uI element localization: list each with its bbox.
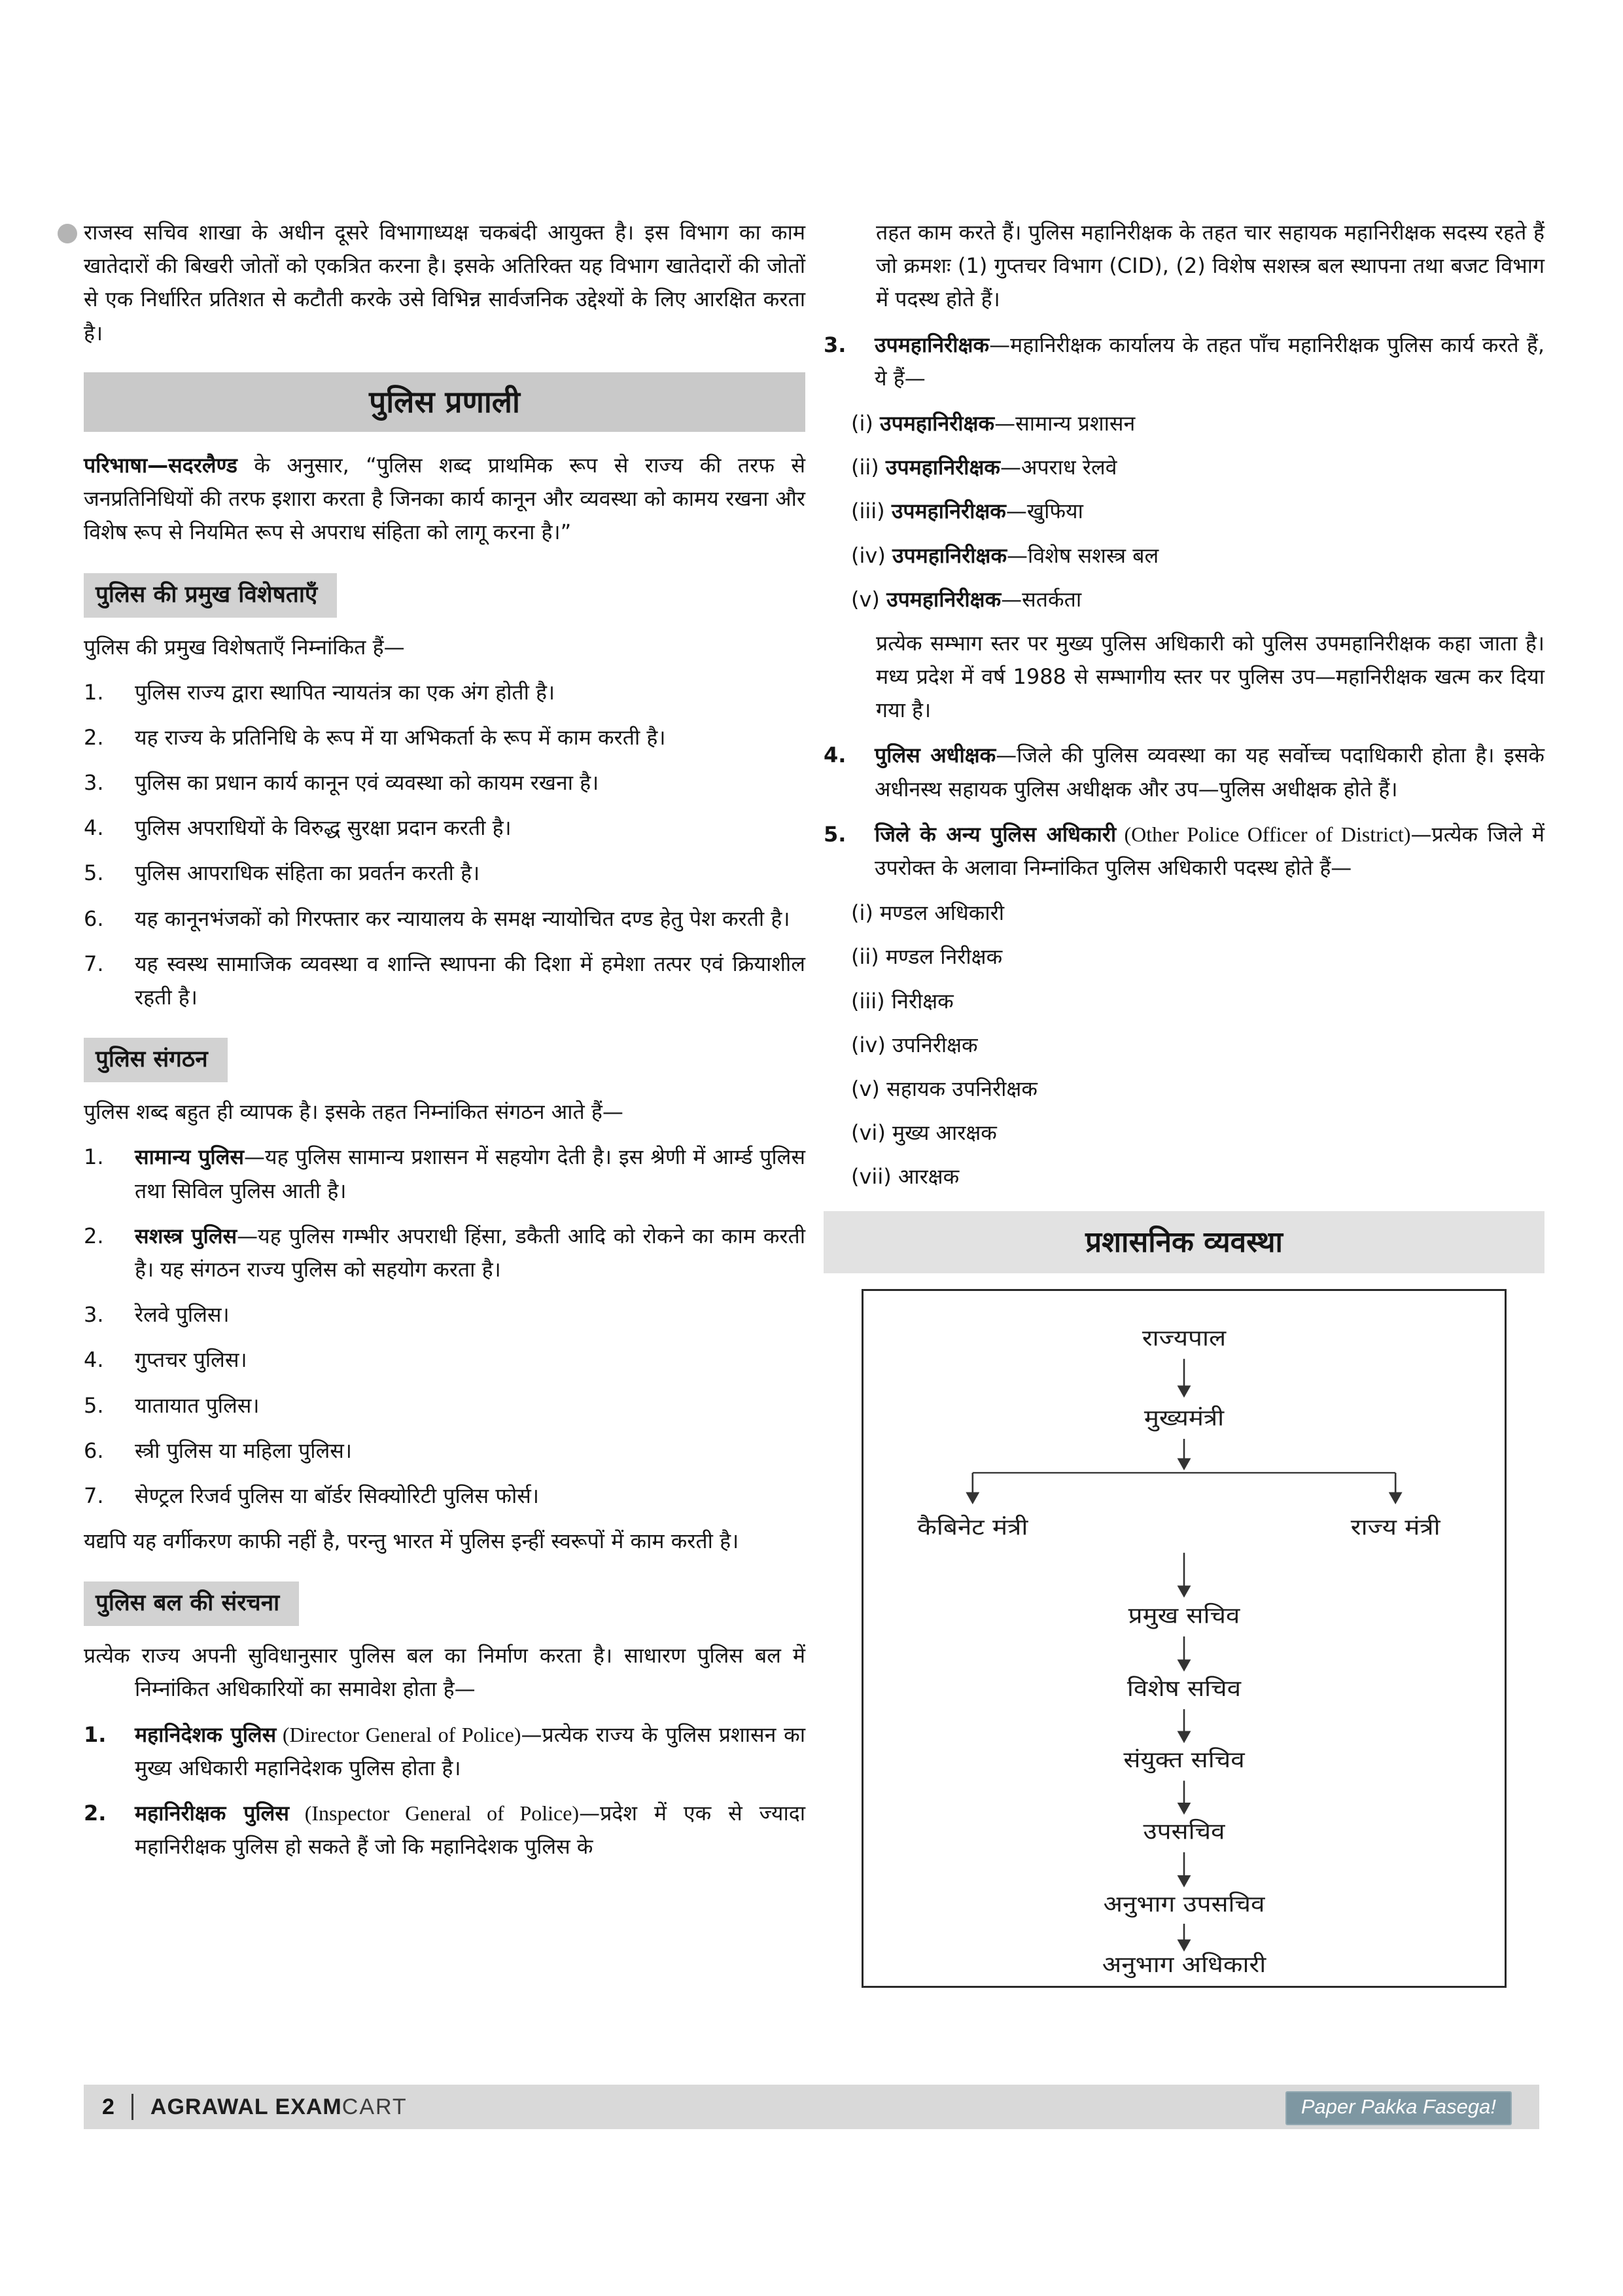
- list-item: 2. महानिरीक्षक पुलिस (Inspector General of Police)—प्रदेश में एक से ज्यादा महानिरीक्षक पुलिस हो सकते हैं जो कि महानिदेशक पुलिस के: [84, 1801, 806, 1860]
- bullet-icon: [58, 224, 77, 243]
- list-item: 5. पुलिस आपराधिक संहिता का प्रवर्तन करती है।: [84, 860, 480, 886]
- node-principal-secretary: प्रमुख सचिव: [1128, 1602, 1240, 1629]
- slogan-badge: Paper Pakka Fasega!: [1285, 2091, 1512, 2125]
- list-item: 1. महानिदेशक पुलिस (Director General of Police)—प्रत्येक राज्य के पुलिस प्रशासन का मुख्य अधिकारी महानिदेशक पुलिस होता है।: [84, 1722, 806, 1780]
- org-intro: पुलिस शब्द बहुत ही व्यापक है। इसके तहत निम्नांकित संगठन आते हैं—: [84, 1099, 623, 1125]
- node-joint-secretary: संयुक्त सचिव: [1123, 1746, 1245, 1773]
- node-chief-minister: मुख्यमंत्री: [1143, 1404, 1225, 1431]
- subheader-police-features: पुलिस की प्रमुख विशेषताएँ: [84, 573, 337, 618]
- list-item: 3. पुलिस का प्रधान कार्य कानून एवं व्यवस्था को कायम रखना है।: [84, 770, 599, 796]
- district-officer-item: (vi) मुख्य आरक्षक: [851, 1120, 997, 1146]
- footer-divider: [131, 2094, 133, 2120]
- node-state-minister: राज्य मंत्री: [1350, 1513, 1440, 1540]
- node-cabinet-minister: कैबिनेट मंत्री: [917, 1513, 1028, 1540]
- list-item: 2. यह राज्य के प्रतिनिधि के रूप में या अभिकर्ता के रूप में काम करती है।: [84, 724, 666, 750]
- district-officer-item: (vii) आरक्षक: [851, 1164, 960, 1190]
- right-column: [824, 216, 1544, 1988]
- subheader-police-force-structure: पुलिस बल की संरचना: [84, 1581, 299, 1626]
- dig-item: (ii) उपमहानिरीक्षक—अपराध रेलवे: [851, 455, 1117, 480]
- node-section-officer: अनुभाग अधिकारी: [1102, 1951, 1266, 1978]
- section-title-police-system: पुलिस प्रणाली: [84, 372, 805, 432]
- list-item: 4. गुप्तचर पुलिस।: [84, 1347, 247, 1373]
- list-item: 1. सामान्य पुलिस—यह पुलिस सामान्य प्रशासन में सहयोग देती है। इस श्रेणी में आर्म्ड पुलिस तथा सिविल पुलिस आती है।: [84, 1144, 805, 1203]
- list-item: 6. यह कानूनभंजकों को गिरफ्तार कर न्यायालय के समक्ष न्यायोचित दण्ड हेतु पेश करती है।: [84, 906, 790, 931]
- node-special-secretary: विशेष सचिव: [1126, 1674, 1242, 1701]
- list-item: 5. जिले के अन्य पुलिस अधिकारी (Other Police Officer of District)—प्रत्येक जिले में उपरोक्त के अलावा निम्नांकित पुलिस अधिकारी पदस्थ होते हैं—: [824, 821, 1545, 880]
- list-item: 7. सेण्ट्रल रिजर्व पुलिस या बॉर्डर सिक्योरिटी पुलिस फोर्स।: [84, 1483, 540, 1508]
- district-officer-item: (iii) निरीक्षक: [851, 988, 954, 1014]
- district-officer-item: (i) मण्डल अधिकारी: [851, 900, 1005, 926]
- features-intro: पुलिस की प्रमुख विशेषताएँ निम्नांकित हैं—: [84, 634, 405, 660]
- list-item: 3. उपमहानिरीक्षक—महानिरीक्षक कार्यालय के तहत पाँच महानिरीक्षक पुलिस कार्य करते हैं, ये हैं—: [824, 332, 1544, 391]
- continuation-paragraph: तहत काम करते हैं। पुलिस महानिरीक्षक के तहत चार सहायक महानिरीक्षक सदस्य रहते हैं जो क्रमशः (1) गुप्तचर विभाग (CID), (2) विशेष सशस्त्र बल स्थापना तथा बजट विभाग में पदस्थ होते हैं।: [876, 220, 1544, 312]
- definition-rest: के अनुसार, “पुलिस शब्द प्राथमिक रूप से राज्य की तरफ से जनप्रतिनिधियों की तरफ इशारा करता है जिनका कार्य कानून और व्यवस्था को कामय रखना और विशेष रूप से नियमित रूप से अपराध संहिता को लागू करना है।”: [84, 452, 805, 545]
- structure-intro: प्रत्येक राज्य अपनी सुविधानुसार पुलिस बल का निर्माण करता है। साधारण पुलिस बल में निम्नांकित अधिकारियों का समावेश होता है—: [84, 1643, 805, 1702]
- publisher-logo: AGRAWAL EXAMCART: [150, 2094, 408, 2119]
- list-item: 3. रेलवे पुलिस।: [84, 1302, 230, 1328]
- dig-item: (iv) उपमहानिरीक्षक—विशेष सशस्त्र बल: [851, 542, 1159, 568]
- bullet-text: राजस्व सचिव शाखा के अधीन दूसरे विभागाध्यक्ष चकबंदी आयुक्त है। इस विभाग का काम खातेदारों की बिखरी जोतों को एकत्रित करना है। इसके अतिरिक्त यह विभाग खातेदारों की जोतों से एक निर्धारित प्रतिशत से कटौती करके उसे विभिन्न सार्वजनिक उद्देश्यों के लिए आरक्षित करता है।: [84, 220, 805, 345]
- list-item: 6. स्त्री पुलिस या महिला पुलिस।: [84, 1438, 353, 1463]
- left-column: [84, 216, 805, 1988]
- page-footer: [84, 2085, 1539, 2129]
- district-officer-item: (ii) मण्डल निरीक्षक: [851, 944, 1003, 970]
- dig-item: (i) उपमहानिरीक्षक—सामान्य प्रशासन: [851, 410, 1136, 436]
- list-item: 4. पुलिस अधीक्षक—जिले की पुलिस व्यवस्था का यह सर्वोच्च पदाधिकारी होता है। इसके अधीनस्थ सहायक पुलिस अधीक्षक और उप—पुलिस अधीक्षक होते हैं।: [824, 743, 1544, 802]
- page-content: [84, 216, 1544, 1988]
- flowchart-svg: [864, 1291, 1505, 1982]
- node-section-deputy-secretary: अनुभाग उपसचिव: [1103, 1890, 1265, 1917]
- definition-paragraph: [84, 449, 805, 550]
- node-governor: राज्यपाल: [1142, 1324, 1227, 1351]
- division-note: प्रत्येक सम्भाग स्तर पर मुख्य पुलिस अधिकारी को पुलिस उपमहानिरीक्षक कहा जाता है। मध्य प्रदेश में वर्ष 1988 से सम्भागीय स्तर पर पुलिस उप—महानिरीक्षक खत्म कर दिया गया है।: [876, 630, 1544, 723]
- list-item: 5. यातायात पुलिस।: [84, 1392, 260, 1418]
- dig-item: (iii) उपमहानिरीक्षक—खुफिया: [851, 499, 1083, 524]
- dig-item: (v) उपमहानिरीक्षक—सतर्कता: [851, 586, 1082, 612]
- page-number: 2: [102, 2094, 114, 2119]
- district-officer-item: (iv) उपनिरीक्षक: [851, 1032, 978, 1057]
- admin-hierarchy-flowchart: [862, 1289, 1507, 1988]
- list-item: 1. पुलिस राज्य द्वारा स्थापित न्यायतंत्र का एक अंग होती है।: [84, 679, 555, 705]
- list-item: 7. यह स्वस्थ सामाजिक व्यवस्था व शान्ति स्थापना की दिशा में हमेशा तत्पर एवं क्रियाशील रहती है।: [84, 951, 805, 1010]
- node-deputy-secretary: उपसचिव: [1143, 1817, 1225, 1845]
- org-note: यद्यपि यह वर्गीकरण काफी नहीं है, परन्तु भारत में पुलिस इन्हीं स्वरूपों में काम करती है।: [84, 1528, 739, 1554]
- district-officer-item: (v) सहायक उपनिरीक्षक: [851, 1076, 1038, 1101]
- list-item: 4. पुलिस अपराधियों के विरुद्ध सुरक्षा प्रदान करती है।: [84, 815, 512, 841]
- section-title-admin-system: प्रशासनिक व्यवस्था: [824, 1211, 1544, 1273]
- list-item: 2. सशस्त्र पुलिस—यह पुलिस गम्भीर अपराधी हिंसा, डकैती आदि को रोकने का काम करती है। यह संगठन राज्य पुलिस को सहयोग करता है।: [84, 1223, 806, 1282]
- bullet-paragraph: [84, 216, 805, 350]
- definition-lead: परिभाषा—सदरलैण्ड: [84, 452, 237, 478]
- subheader-police-organisation: पुलिस संगठन: [84, 1038, 228, 1082]
